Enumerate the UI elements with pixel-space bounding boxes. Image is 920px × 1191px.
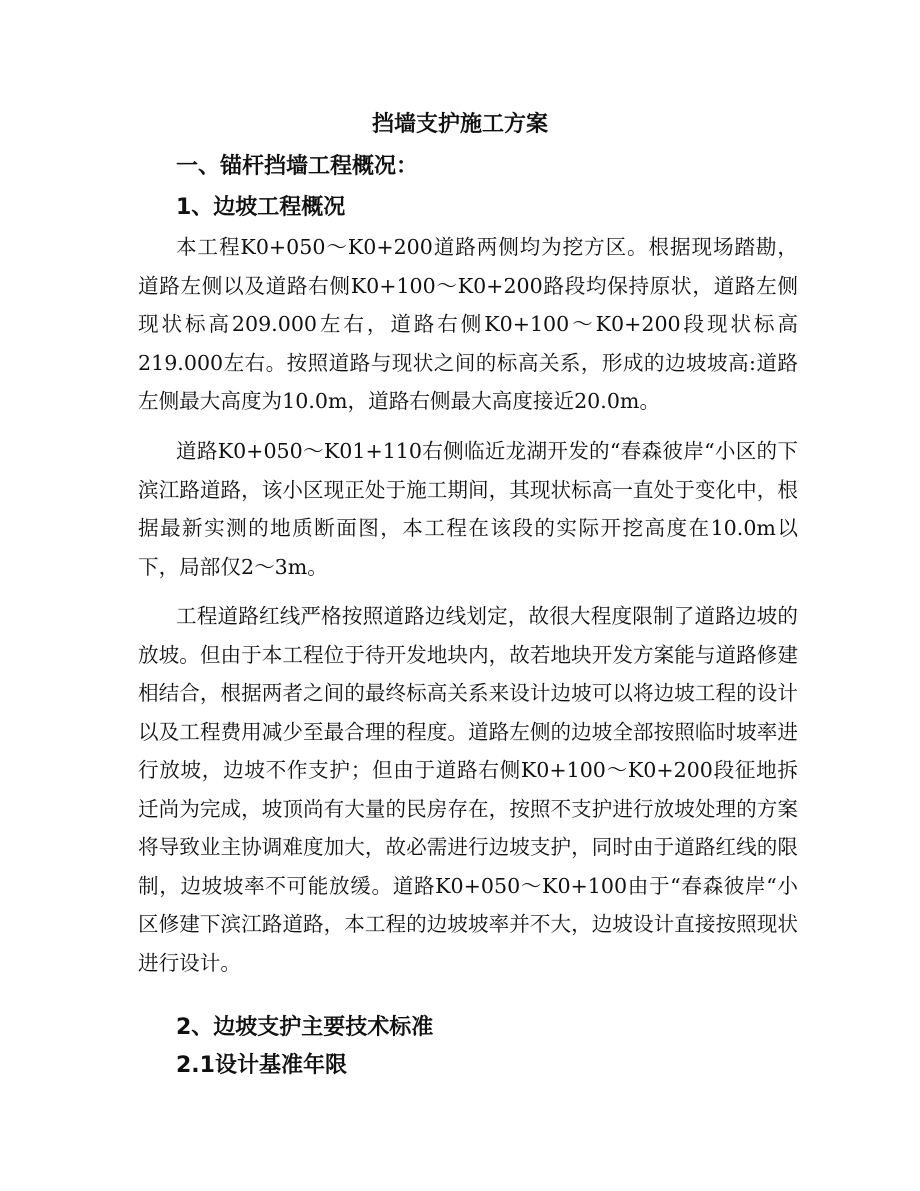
section-heading-1: 一、锚杆挡墙工程概况： — [176, 154, 419, 179]
paragraph-3: 工程道路红线严格按照道路边线划定，故很大程度限制了道路边坡的放坡。但由于本工程位于待开发地块内，故若地块开发方案能与道路修建相结合，根据两者之间的最终标高关系来设计边坡可以将边坡工程的设计以及工程费用减少至最合理的程度。道路左侧的边坡全部按照临时坡率进行放坡，边坡不作支护；但由于道路右侧K0+100～K0+200段征地拆迁尚为完成，坡顶尚有大量的民房存在，按照不支护进行放坡处理的方案将导致业主协调难度加大，故必需进行边坡支护，同时由于道路红线的限制，边坡坡率不可能放缓。道路K0+050～K0+100由于“春森彼岸“小区修建下滨江路道路，本工程的边坡坡率并不大，边坡设计直接按照现状进行设计。 — [138, 604, 798, 975]
paragraph-1: 本工程K0+050～K0+200道路两侧均为挖方区。根据现场踏勘，道路左侧以及道路右侧K0+100～K0+200路段均保持原状，道路左侧现状标高209.000左右，道路右侧K0+100～K0+200段现状标高219.000左右。按照道路与现状之间的标高关系，形成的边坡坡高:道路左侧最大高度为10.0m，道路右侧最大高度接近20.0m。 — [138, 235, 798, 413]
subsection-heading-1-2: 2、边坡支护主要技术标准 — [176, 1015, 434, 1040]
subsection-heading-1-1: 1、边坡工程概况 — [176, 195, 346, 220]
paragraph-2: 道路K0+050～K01+110右侧临近龙湖开发的“春森彼岸“小区的下滨江路道路，该小区现正处于施工期间，其现状标高一直处于变化中，根据最新实测的地质断面图，本工程在该段的实际开挖高度在10.0m以下，局部仅2～3m。 — [138, 439, 798, 579]
document-title: 挡墙支护施工方案 — [371, 112, 548, 137]
subsection-heading-2-1: 2.1设计基准年限 — [176, 1053, 347, 1078]
